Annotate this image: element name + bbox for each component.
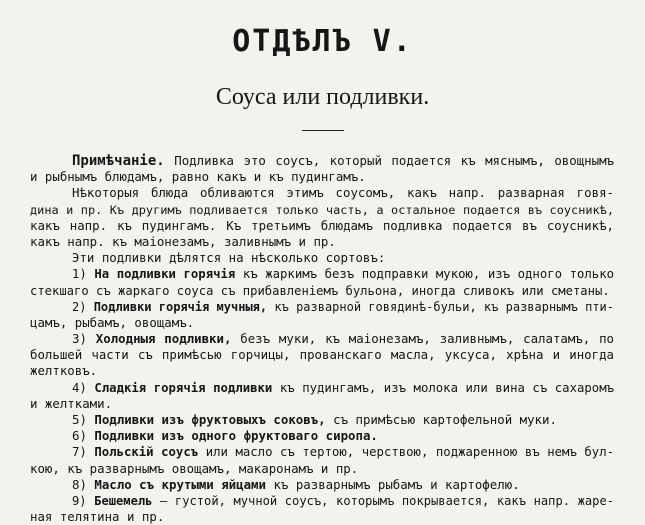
list-item-3-cont: большей части съ примѣсью горчицы, прованскаго масла, уксуса, хрѣна и иногда (30, 347, 614, 363)
section-body (30, 153, 614, 525)
note-line: Эти подливки дѣлятся на нѣсколько сортовъ: (72, 250, 386, 266)
section-subtitle: Соуса или подливки. (215, 84, 430, 110)
list-item-2: 2) Подливки горячія мучныя, къ разварной говядинѣ-бульи, къ разварнымъ пти- (72, 299, 615, 314)
note-line: какъ напр. къ пудингамъ. Къ третьимъ блюдамъ подливка подается въ соусникѣ, (30, 217, 614, 233)
list-item-6: 6) Подливки изъ одного фруктоваго сиропа. (72, 428, 378, 444)
list-item-9-cont: ная телятина и пр. (30, 509, 165, 525)
list-item-9: 9) Бешемель — густой, мучной соусъ, которымъ покрывается, какъ напр. жаре- (72, 493, 615, 508)
list-item-8: 8) Масло съ крутыми яйцами къ разварнымъ рыбамъ и картофелю. (72, 476, 520, 492)
list-item-3: 3) Холодныя подливки, безъ муки, къ маіонезамъ, заливнымъ, салатамъ, по (72, 331, 615, 347)
list-item-2-cont: цамъ, рыбамъ, овощамъ. (30, 314, 195, 330)
list-item-3-cont: желтковъ. (30, 363, 98, 379)
note-line: Примѣчаніе. Подливка это соусъ, который подается къ мяснымъ, овощнымъ (72, 153, 614, 169)
note-line: дина и пр. Къ другимъ подливается только часть, а остальное подается въ соусникѣ, (30, 202, 614, 217)
note-line: Нѣкоторыя блюда обливаются этимъ соусомъ, какъ напр. разварная говя- (72, 185, 614, 201)
note-line: какъ напр. къ маіонезамъ, заливнымъ и пр. (30, 233, 336, 249)
note-line: и рыбнымъ блюдамъ, равно какъ и къ пудингамъ. (30, 169, 366, 185)
list-item-1: 1) На подливки горячія къ жаркимъ безъ подправки мукою, изъ одного только (72, 267, 615, 282)
list-item-7-cont: кою, къ разварнымъ овощамъ, макаронамъ и пр. (30, 460, 359, 476)
divider (302, 130, 344, 131)
list-item-4: 4) Сладкія горячія подливки къ пудингамъ, изъ молока или вина съ сахаромъ (72, 380, 615, 395)
list-item-4-cont: и желтками. (30, 395, 113, 411)
list-item-7: 7) Польскій соусъ или масло съ тертою, черствою, поджаренною въ немъ бул- (72, 445, 615, 460)
list-item-1-cont: стекшаго съ жаркаго соуса съ прибавленіемъ бульона, иногда сливокъ или сметаны. (30, 283, 610, 298)
section-title: ОТДѢЛЪ V. (232, 24, 413, 59)
note-label: Примѣчаніе. (72, 153, 165, 169)
list-item-5: 5) Подливки изъ фруктовыхъ соковъ, съ примѣсью картофельной муки. (72, 412, 557, 427)
